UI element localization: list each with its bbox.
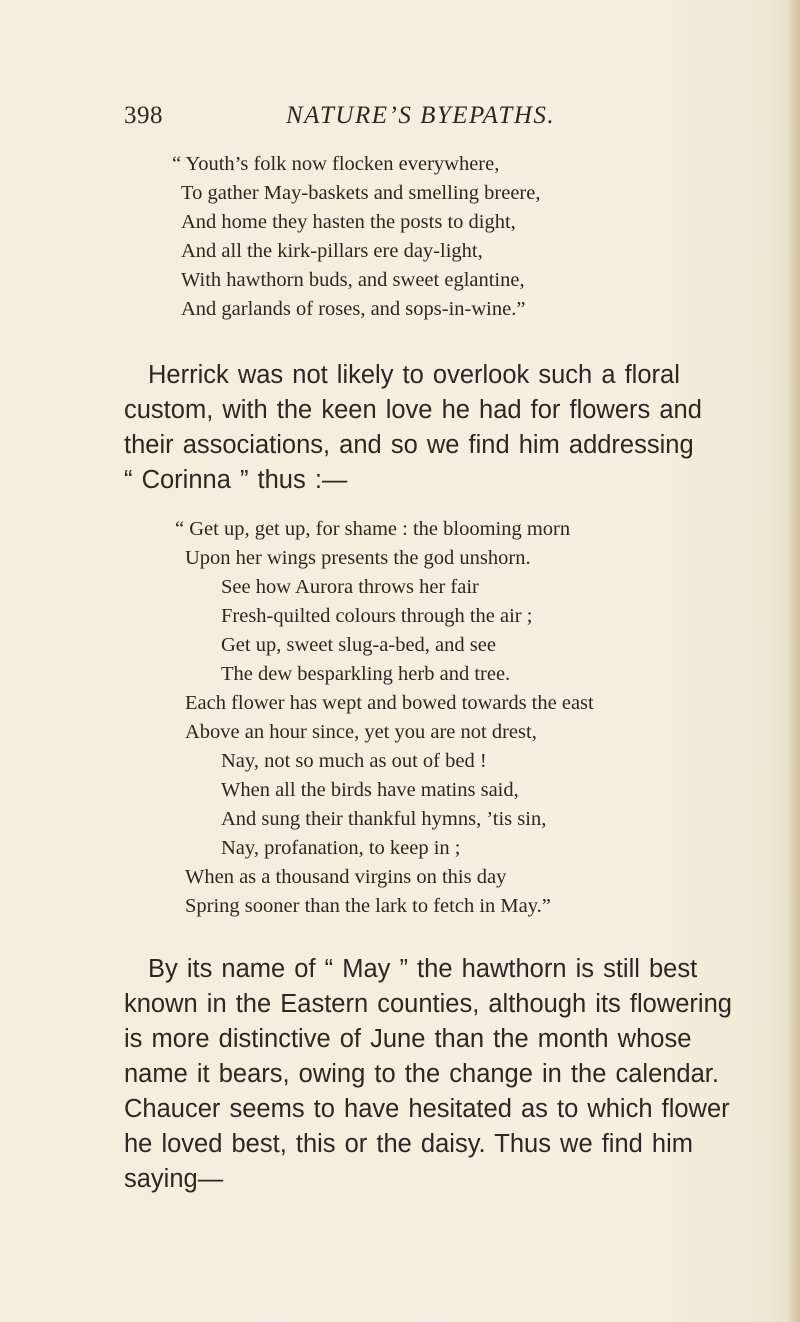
poem-line: Each flower has wept and bowed towards the east — [185, 692, 594, 714]
poem-youths-folk — [172, 150, 540, 324]
poem-line: With hawthorn buds, and sweet eglantine, — [181, 269, 525, 291]
paragraph-may-hawthorn — [124, 952, 732, 1197]
paragraph-line: Chaucer seems to have hesitated as to which flower — [124, 1095, 730, 1123]
poem-line: Get up, sweet slug-a-bed, and see — [221, 634, 496, 656]
poem-line: When as a thousand virgins on this day — [185, 866, 507, 888]
paragraph-line: known in the Eastern counties, although its flowering — [124, 990, 732, 1018]
poem-corinna — [175, 515, 594, 921]
paragraph-line: Herrick was not likely to overlook such a floral — [148, 361, 680, 389]
poem-line: Nay, not so much as out of bed ! — [221, 750, 487, 772]
page-edge-shadow — [786, 0, 800, 1322]
paragraph-line: their associations, and so we find him addressing — [124, 431, 694, 459]
poem-line: See how Aurora throws her fair — [221, 576, 479, 598]
paragraph-line: is more distinctive of June than the month whose — [124, 1025, 692, 1053]
poem-line: “ Get up, get up, for shame : the blooming morn — [175, 518, 571, 540]
paragraph-line: saying— — [124, 1165, 224, 1193]
paragraph-line: “ Corinna ” thus :— — [124, 466, 348, 494]
page-number: 398 — [124, 102, 163, 129]
poem-line: Upon her wings presents the god unshorn. — [185, 547, 531, 569]
poem-line: “ Youth’s folk now flocken everywhere, — [172, 153, 500, 175]
paragraph-herrick — [124, 358, 702, 498]
poem-line: And sung their thankful hymns, ’tis sin, — [221, 808, 547, 830]
poem-line: When all the birds have matins said, — [221, 779, 519, 801]
poem-line: And all the kirk-pillars ere day-light, — [181, 240, 483, 262]
running-title: NATURE’S BYEPATHS. — [286, 102, 556, 129]
paragraph-line: custom, with the keen love he had for flowers and — [124, 396, 702, 424]
paragraph-line: he loved best, this or the daisy. Thus we find him — [124, 1130, 694, 1158]
poem-line: Nay, profanation, to keep in ; — [221, 837, 461, 859]
poem-line: The dew besparkling herb and tree. — [221, 663, 511, 685]
paragraph-line: name it bears, owing to the change in the calendar. — [124, 1060, 719, 1088]
poem-line: To gather May-baskets and smelling breere, — [181, 182, 541, 204]
poem-line: Above an hour since, yet you are not drest, — [185, 721, 537, 743]
paragraph-line: By its name of “ May ” the hawthorn is still best — [148, 955, 698, 983]
poem-line: Fresh-quilted colours through the air ; — [221, 605, 533, 627]
poem-line: And home they hasten the posts to dight, — [181, 211, 516, 233]
poem-line: And garlands of roses, and sops-in-wine.” — [181, 298, 526, 320]
poem-line: Spring sooner than the lark to fetch in May.” — [185, 895, 551, 917]
page-header — [124, 102, 684, 138]
